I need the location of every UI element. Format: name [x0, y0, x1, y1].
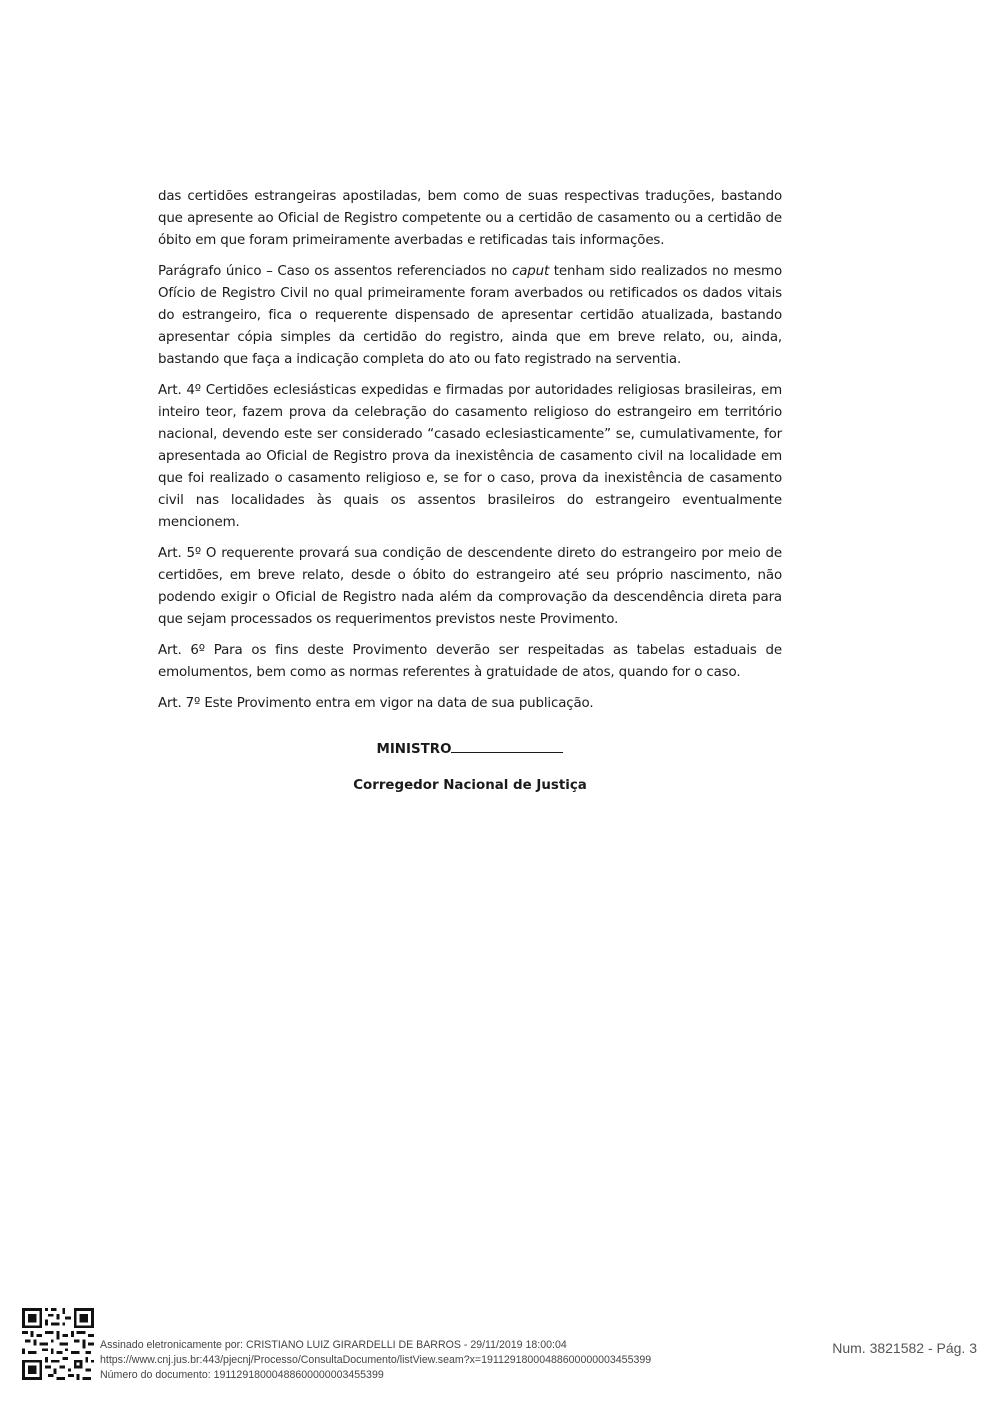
article-4: Art. 4º Certidões eclesiásticas expedidas e firmadas por autoridades religiosas brasileiras, em inteiro teor, fazem prova da celebração do casamento religioso do estrangeiro em território nacional, devendo este ser considerado “casado eclesiasticamente” se, cumulativamente, for apresentada ao Oficial de Registro prova da inexistência de casamento civil na localidade em que foi realizado o casamento religioso e, se for o caso, prova da inexistência de casamento civil nas localidades às quais os assentos brasileiros do estrangeiro eventualmente mencionem. [158, 383, 782, 530]
article-7: Art. 7º Este Provimento entra em vigor na data de sua publicação. [158, 696, 594, 711]
signature-blank [451, 738, 563, 753]
paragraph-continuation: das certidões estrangeiras apostiladas, bem como de suas respectivas traduções, bastando que apresente ao Oficial de Registro competente ou a certidão de casamento ou a certidão de óbito em que foram primeiramente averbadas e retificadas tais informações. [158, 189, 782, 248]
page-number: Num. 3821582 - Pág. 3 [832, 1340, 977, 1356]
paragraph-single [158, 261, 782, 371]
signature-metadata [100, 1338, 651, 1383]
signed-by-line: Assinado eletronicamente por: CRISTIANO LUIZ GIRARDELLI DE BARROS - 29/11/2019 18:00:04 [100, 1339, 567, 1351]
signature-role: Corregedor Nacional de Justiça [353, 778, 587, 793]
paragraph-single-text-end: tenham sido realizados no mesmo Ofício de Registro Civil no qual primeiramente foram averbados ou retificados os dados vitais do estrangeiro, fica o requerente dispensado de apresentar certidão atualizada, bastando apresentar cópia simples da certidão do registro, ainda que em breve relato, ou, ainda, bastando que faça a indicação completa do ato ou fato registrado na serventia. [158, 264, 782, 367]
article-6: Art. 6º Para os fins deste Provimento deverão ser respeitadas as tabelas estaduais de emolumentos, bem como as normas referentes à gratuidade de atos, quando for o caso. [158, 643, 782, 680]
footer [22, 1308, 982, 1388]
document-number-line: Número do documento: 19112918000488600000003455399 [100, 1369, 384, 1381]
signature-block [158, 738, 782, 811]
caput-term: caput [511, 264, 550, 279]
document-url-link[interactable]: https://www.cnj.jus.br:443/pjecnj/Processo/ConsultaDocumento/listView.seam?x=19112918000488600000003455399 [100, 1354, 652, 1366]
document-body [158, 186, 782, 724]
signature-title: MINISTRO [376, 742, 452, 757]
paragraph-single-text-start: Parágrafo único – Caso os assentos referenciados no [158, 264, 512, 279]
signature-line [158, 738, 782, 761]
qr-code-icon [22, 1308, 94, 1380]
article-5: Art. 5º O requerente provará sua condição de descendente direto do estrangeiro por meio de certidões, em breve relato, desde o óbito do estrangeiro até seu próprio nascimento, não podendo exigir o Oficial de Registro nada além da comprovação da descendência direta para que sejam processados os requerimentos previstos neste Provimento. [158, 546, 782, 627]
